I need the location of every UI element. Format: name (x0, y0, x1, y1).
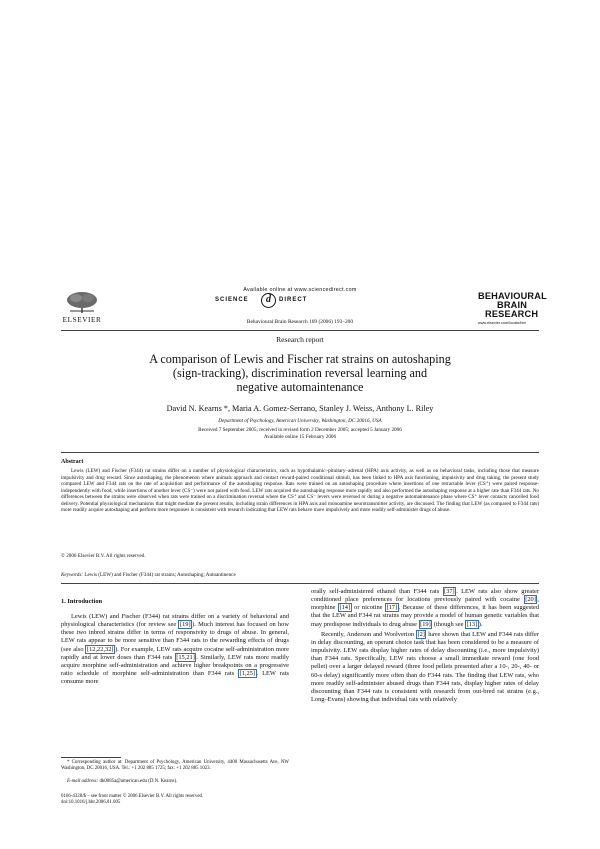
elsevier-tree-icon (64, 291, 100, 313)
sciencedirect-left: SCIENCE (215, 297, 249, 303)
elsevier-logo (60, 291, 104, 331)
article-type: Research report (276, 335, 324, 344)
authors: David N. Kearns *, Maria A. Gomez-Serrano, Stanley J. Weiss, Anthony L. Riley (166, 404, 434, 413)
citation-link[interactable]: [37] (444, 588, 455, 595)
email-address[interactable]: dk0085a@american.edu (D.N. Kearns). (99, 779, 178, 784)
right-column (311, 588, 539, 704)
abstract-bottom-divider (61, 583, 539, 584)
left-column (61, 613, 289, 686)
journal-logo-line-3: RESEARCH (485, 309, 539, 320)
email-note (61, 779, 289, 785)
journal-logo-line-1: BEHAVIOURAL (478, 291, 547, 301)
journal-citation: Behavioural Brain Research 169 (2006) 193–200 (246, 319, 354, 325)
sciencedirect-right: DIRECT (279, 297, 308, 303)
title-line-2: (sign-tracking), discrimination reversal learning and (172, 366, 428, 381)
intro-heading: 1. Introduction (61, 598, 103, 605)
journal-logo-line-2: BRAIN (497, 300, 528, 311)
intro-paragraph-1-continued: orally self-administered ethanol than F344 rats [37] . LEW rats also show greater conditioned place preferences for locations previously paired with cocaine [20] , morphine [14] or nicotine [17] . Because of these differences, it has been suggested that the LEW and F344 rat strains may provide a model of human genetic variables that may predispose individuals to drug abuse [19] (though see [13] ). (311, 588, 540, 628)
citation-link[interactable]: [12,22,32] (86, 645, 114, 653)
intro-paragraph-2: Recently, Anderson and Woolverton [2] have shown that LEW and F344 rats differ in delay discounting, an operant choice task that has been considered to be a measure of impulsivity. LEW rats display higher rates of delay discounting (i.e., more impulsivity) than F344 rats. Specifically, LEW rats choose a small immediate reward (one food pellet) over a larger delayed reward (three food pellets presented after a 10-, 20-, 40- or 60-s delay) significantly more often than do F344 rats. The finding that LEW rats, who more readily self-administer abused drugs than F344 rats, display higher rates of delay discounting than F344 rats is consistent with research from out-bred rat strains (e.g., Long–Evans) showing that individual rats with relatively (311, 630, 539, 704)
journal-logo (478, 291, 547, 326)
citation-link[interactable]: [17] (386, 604, 398, 612)
citation-link[interactable]: [19] (179, 621, 191, 629)
title-line-1: A comparison of Lewis and Fischer rat strains on autoshaping (149, 352, 451, 366)
intro-paragraph-1: Lewis (LEW) and Fischer (F344) rat strains differ on a variety of behavioral and physiological characteristics (for review see [19] ). Much interest has focused on how these two inbred strains differ in terms of responsivity to drugs of abuse. In general, LEW rats appear to be more sensitive than F344 rats to the rewarding effects of drugs (see also [12,22,32] ). For example, LEW rats acquire cocaine self-administration more rapidly and at lower doses than F344 rats [15,21] . Similarly, LEW rats more readily acquire morphine self-administration and achieve higher breakpoints on a progressive ratio schedule of morphine self-administration than F344 rats [1,25] . LEW rats consume more (61, 613, 290, 686)
citation-link[interactable]: [1,25] (239, 670, 256, 678)
keywords-label: Keywords: (61, 572, 84, 578)
abstract-top-divider (61, 452, 539, 453)
available-online-text: Available online at www.sciencedirect.com (243, 287, 357, 293)
doi-line[interactable]: doi:10.1016/j.bbr.2006.01.005 (61, 800, 121, 805)
abstract-text: Lewis (LEW) and Fischer (F344) rat strains differ on a number of physiological characteristics, such as hypothalamic–pituitary–adrenal (HPA) axis activity, as well as on behavioral tasks, including those that measure impulsivity and drug reward. Since autoshaping, the phenomenon where animals approach and contact reward-paired conditional stimuli, has been linked to HPA axis functioning, impulsivity and drug taking, the present study compared LEW and F344 rats on the rate of acquisition and performance of the autoshaping response. Rats were trained on an autoshaping procedure where insertions of one retractable lever (CS⁺) were paired response-independently with food, while insertions of another lever (CS⁻) were not paired with food. LEW rats acquired the autoshaping response more rapidly and also performed the autoshaping response at a higher rate than F344 rats. No differences between the strains were observed when rats were trained on a discrimination reversal where the CS⁺ and CS⁻ levers were reversed or during a negative automaintenance phase where CS⁺ lever contacts cancelled food delivery. Potential physiological mechanisms that might mediate the present results, including strain differences in HPA axis and monoamine neurotransmitter activity, are discussed. The finding that LEW (as compared to F344 rats) more readily acquire autoshaping and perform more responses is consistent with research indicating that LEW rats behave more impulsively and more readily self-administer drugs of abuse. (61, 468, 539, 513)
affiliation: Department of Psychology, American University, Washington, DC 20016, USA (218, 418, 382, 424)
issn-line: 0166-4328/$ – see front matter © 2006 Elsevier B.V. All rights reserved. (61, 794, 204, 799)
sciencedirect-at-icon: d (261, 293, 276, 308)
abstract-heading: Abstract (61, 459, 84, 465)
footnote-divider (61, 757, 121, 758)
keywords-line (61, 572, 539, 579)
citation-link[interactable]: [15,21] (176, 653, 195, 661)
abstract-copyright: © 2006 Elsevier B.V. All rights reserved. (61, 553, 146, 559)
article-title (70, 352, 530, 395)
sciencedirect-logo (205, 294, 395, 308)
title-line-3: negative automaintenance (236, 380, 364, 395)
header-divider (61, 330, 539, 331)
citation-link[interactable]: [13] (466, 620, 478, 628)
publisher-name: ELSEVIER (62, 316, 102, 324)
citation-link[interactable]: [14] (339, 604, 351, 612)
keywords-values: Lewis (LEW) and Fischer (F344) rat strains; Autoshaping; Autoantinence (84, 572, 236, 578)
journal-url: www.elsevier.com/locate/bbr (478, 320, 526, 325)
citation-link[interactable]: [2] (417, 630, 425, 638)
available-online-date: Available online 15 February 2006 (263, 434, 337, 440)
citation-link[interactable]: [20] (525, 596, 536, 604)
citation-link[interactable]: [19] (420, 620, 431, 628)
corresponding-author-note: * Corresponding author at: Department of Psychology, American University, 4400 Massachusetts Ave, NW Washington, DC 20016, USA. Tel.: +1 202 885 1725; fax: +1 202 885 1023. (61, 760, 289, 772)
email-label: E-mail address: (67, 779, 99, 784)
received-dates: Received 7 September 2005; received in revised form 2 December 2005; accepted 5 January 2006 (198, 427, 402, 433)
